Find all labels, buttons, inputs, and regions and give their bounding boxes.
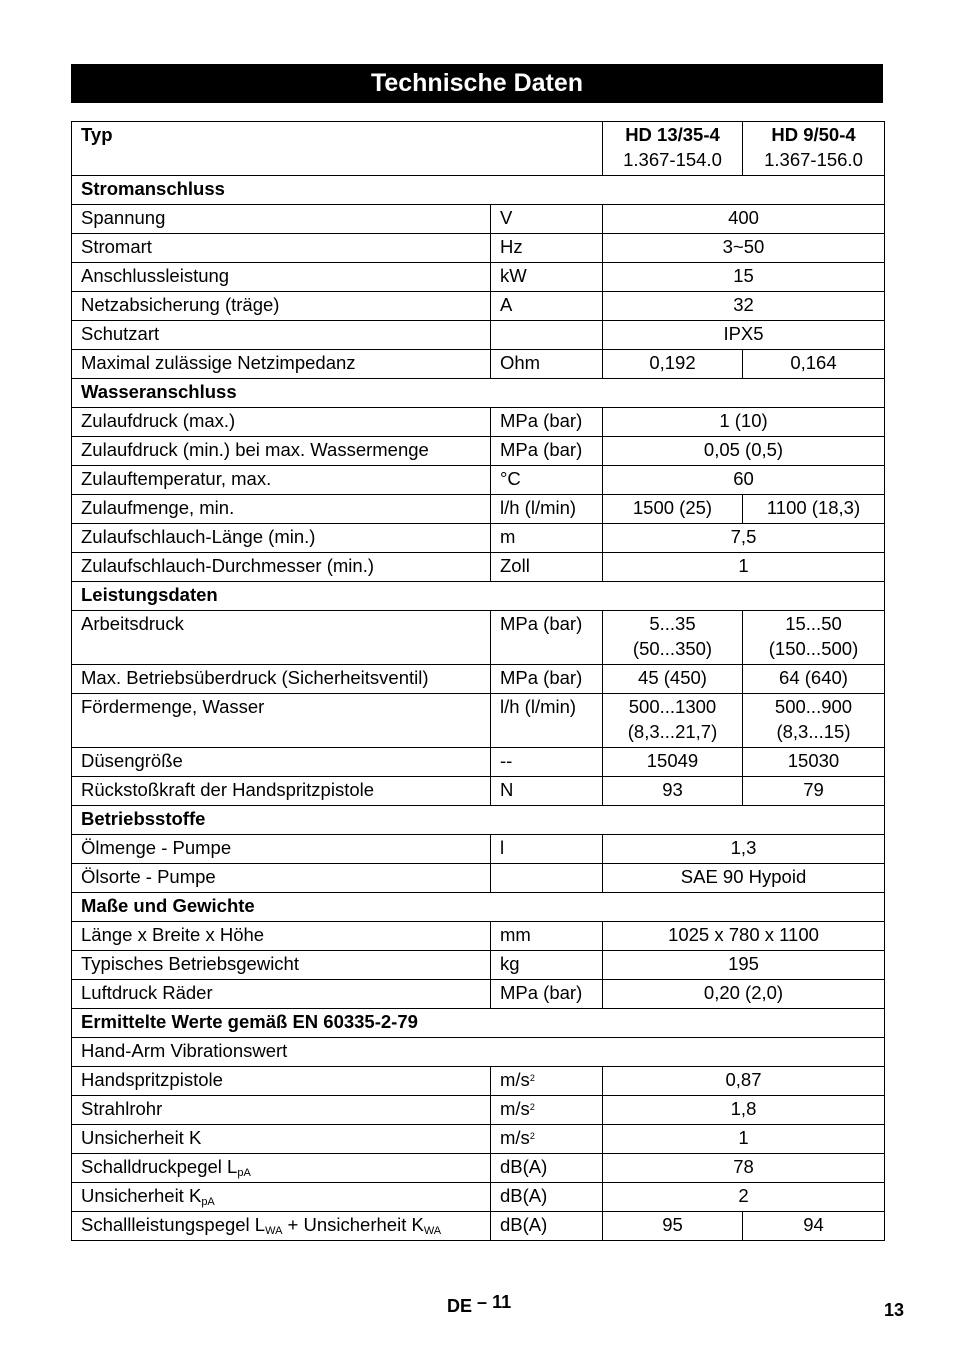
row-label [72, 611, 491, 665]
table-row [72, 466, 885, 495]
row-value-model-2: 64 (640) [743, 665, 885, 694]
row-unit-text: °C [500, 468, 521, 489]
row-value-line: (8,3...21,7) [627, 721, 718, 742]
row-label-text: Zulaufdruck (min.) bei max. Wassermenge [81, 439, 429, 460]
table-row [72, 665, 885, 694]
row-unit [491, 922, 603, 951]
row-unit-text: l/h (l/min) [500, 696, 577, 717]
typ-header: Typ [72, 122, 603, 176]
row-unit-text: l [500, 837, 505, 858]
row-value-model-2 [743, 694, 885, 748]
row-value-shared: 1 [603, 553, 885, 582]
section-row [72, 806, 885, 835]
row-label [72, 1038, 885, 1067]
row-label-text: Zulaufschlauch-Durchmesser (min.) [81, 555, 375, 576]
row-label [72, 408, 491, 437]
row-label [72, 694, 491, 748]
table-row [72, 748, 885, 777]
table-row [72, 1183, 885, 1212]
row-value-model-2: 0,164 [743, 350, 885, 379]
row-value-model-1: 95 [603, 1212, 743, 1241]
table-row [72, 437, 885, 466]
row-unit-text: kg [500, 953, 520, 974]
row-label [72, 835, 491, 864]
row-value-line: 500...1300 [628, 696, 717, 717]
row-label-tail-subscript: WA [423, 1225, 442, 1237]
row-value-line: 500...900 [774, 696, 853, 717]
row-label-text: Rückstoßkraft der Handspritzpistole [81, 779, 375, 800]
section-row [72, 176, 885, 205]
row-value-line: (50...350) [632, 638, 713, 659]
row-unit [491, 205, 603, 234]
row-unit-text: dB(A) [500, 1156, 548, 1177]
model-name-2: HD 9/50-4 [771, 124, 856, 145]
row-unit [491, 292, 603, 321]
row-value-shared: 400 [603, 205, 885, 234]
row-label-text: Hand-Arm Vibrationswert [81, 1040, 288, 1061]
row-unit [491, 665, 603, 694]
table-row [72, 408, 885, 437]
row-unit [491, 495, 603, 524]
row-value-model-2: 94 [743, 1212, 885, 1241]
row-value-model-1: 15049 [603, 748, 743, 777]
row-value-model-2: 1100 (18,3) [743, 495, 885, 524]
row-unit [491, 466, 603, 495]
row-label [72, 466, 491, 495]
table-row [72, 777, 885, 806]
row-label-tail: + Unsicherheit K [282, 1214, 424, 1235]
row-value-model-2: 79 [743, 777, 885, 806]
row-value-line: 5...35 [649, 613, 696, 634]
row-value-shared: IPX5 [603, 321, 885, 350]
row-value-shared: 15 [603, 263, 885, 292]
row-label-text: Fördermenge, Wasser [81, 696, 265, 717]
section-title: Stromanschluss [72, 176, 885, 205]
row-value-line: 15...50 [785, 613, 842, 634]
model-header-2 [743, 122, 885, 176]
row-unit-text: MPa (bar) [500, 613, 583, 634]
row-value-shared: 0,87 [603, 1067, 885, 1096]
table-row [72, 611, 885, 665]
table-row [72, 495, 885, 524]
table-row [72, 951, 885, 980]
table-row [72, 864, 885, 893]
row-unit-text: MPa (bar) [500, 982, 583, 1003]
table-row [72, 553, 885, 582]
section-title: Maße und Gewichte [72, 893, 885, 922]
row-unit-text: N [500, 779, 514, 800]
row-label [72, 553, 491, 582]
row-unit-text: m/s [500, 1127, 530, 1148]
row-label [72, 292, 491, 321]
row-unit [491, 980, 603, 1009]
section-row [72, 582, 885, 611]
footer-lang: DE [447, 1296, 473, 1316]
row-label-text: Länge x Breite x Höhe [81, 924, 265, 945]
row-unit-text: MPa (bar) [500, 410, 583, 431]
row-unit-text: MPa (bar) [500, 439, 583, 460]
row-label-subscript: pA [237, 1167, 251, 1179]
section-row [72, 379, 885, 408]
row-label-text: Schutzart [81, 323, 160, 344]
row-label-text: Ölsorte - Pumpe [81, 866, 216, 887]
row-value-shared: 32 [603, 292, 885, 321]
row-unit [491, 951, 603, 980]
row-label [72, 524, 491, 553]
row-label [72, 951, 491, 980]
row-label [72, 1154, 491, 1183]
footer-page-number: 13 [884, 1300, 905, 1320]
row-value-shared: 3~50 [603, 234, 885, 263]
row-label [72, 922, 491, 951]
row-unit [491, 864, 603, 893]
row-unit [491, 1125, 603, 1154]
row-label [72, 1212, 491, 1241]
row-value-model-1: 45 (450) [603, 665, 743, 694]
row-unit [491, 748, 603, 777]
row-unit [491, 553, 603, 582]
table-row [72, 524, 885, 553]
row-unit [491, 524, 603, 553]
row-label-text: Luftdruck Räder [81, 982, 213, 1003]
row-value-model-2: 15030 [743, 748, 885, 777]
table-row [72, 205, 885, 234]
row-unit-text: -- [500, 750, 513, 771]
row-unit-text: m/s [500, 1098, 530, 1119]
row-unit-text: dB(A) [500, 1185, 548, 1206]
table-row [72, 292, 885, 321]
row-label [72, 495, 491, 524]
table-row [72, 350, 885, 379]
row-value-shared: 1,8 [603, 1096, 885, 1125]
row-unit [491, 694, 603, 748]
row-label [72, 1183, 491, 1212]
table-row [72, 1038, 885, 1067]
section-title: Betriebsstoffe [72, 806, 885, 835]
row-label-text: Zulaufmenge, min. [81, 497, 235, 518]
table-row [72, 234, 885, 263]
row-value-model-2 [743, 611, 885, 665]
row-unit-text: dB(A) [500, 1214, 548, 1235]
row-unit [491, 234, 603, 263]
row-unit-text: l/h (l/min) [500, 497, 577, 518]
row-value-line: (150...500) [768, 638, 859, 659]
table-row [72, 922, 885, 951]
row-value-shared: SAE 90 Hypoid [603, 864, 885, 893]
row-value-model-1 [603, 694, 743, 748]
row-label [72, 437, 491, 466]
row-label [72, 234, 491, 263]
table-row [72, 321, 885, 350]
row-label-text: Spannung [81, 207, 166, 228]
section-row [72, 1009, 885, 1038]
row-unit-text: Ohm [500, 352, 541, 373]
row-label-subscript: pA [201, 1196, 215, 1208]
row-label [72, 263, 491, 292]
technical-data-table [71, 121, 885, 1241]
row-label-text: Maximal zulässige Netzimpedanz [81, 352, 356, 373]
row-value-model-1: 0,192 [603, 350, 743, 379]
row-label [72, 748, 491, 777]
row-unit-superscript: 2 [529, 1131, 535, 1141]
table-row [72, 1125, 885, 1154]
row-unit [491, 611, 603, 665]
row-value-shared: 1025 x 780 x 1100 [603, 922, 885, 951]
row-unit [491, 350, 603, 379]
row-value-shared: 78 [603, 1154, 885, 1183]
row-label-text: Typisches Betriebsgewicht [81, 953, 299, 974]
row-value-model-1 [603, 611, 743, 665]
row-value-model-1: 93 [603, 777, 743, 806]
row-value-model-1: 1500 (25) [603, 495, 743, 524]
model-name-1: HD 13/35-4 [625, 124, 720, 145]
row-label-text: Max. Betriebsüberdruck (Sicherheitsventil) [81, 667, 429, 688]
row-value-shared: 1 (10) [603, 408, 885, 437]
footer-sub-page: 11 [492, 1292, 512, 1312]
row-label-text: Strahlrohr [81, 1098, 163, 1119]
row-label-text: Schallleistungspegel L [81, 1214, 266, 1235]
table-row [72, 1154, 885, 1183]
row-label [72, 205, 491, 234]
row-label [72, 777, 491, 806]
row-label-text: Zulauftemperatur, max. [81, 468, 272, 489]
table-header-row [72, 122, 885, 176]
row-label-text: Düsengröße [81, 750, 183, 771]
row-unit [491, 321, 603, 350]
footer-section-page [447, 1292, 512, 1317]
row-value-shared: 1 [603, 1125, 885, 1154]
page-title: Technische Daten [71, 64, 883, 103]
table-row [72, 1212, 885, 1241]
row-unit-text: m [500, 526, 516, 547]
row-unit [491, 263, 603, 292]
section-title: Wasseranschluss [72, 379, 885, 408]
section-row [72, 893, 885, 922]
section-title: Leistungsdaten [72, 582, 885, 611]
row-unit-text: m/s [500, 1069, 530, 1090]
row-label-text: Stromart [81, 236, 152, 257]
row-label-text: Ölmenge - Pumpe [81, 837, 232, 858]
row-label-text: Zulaufschlauch-Länge (min.) [81, 526, 316, 547]
row-unit-superscript: 2 [529, 1102, 535, 1112]
row-label-text: Arbeitsdruck [81, 613, 184, 634]
row-unit [491, 777, 603, 806]
row-label-text: Schalldruckpegel L [81, 1156, 238, 1177]
row-label-text: Handspritzpistole [81, 1069, 223, 1090]
row-unit [491, 1183, 603, 1212]
row-label-subscript: WA [265, 1225, 283, 1237]
row-unit-text: kW [500, 265, 527, 286]
row-label-text: Unsicherheit K [81, 1185, 202, 1206]
row-label-text: Zulaufdruck (max.) [81, 410, 236, 431]
row-label [72, 1096, 491, 1125]
row-unit [491, 408, 603, 437]
row-label-text: Anschlussleistung [81, 265, 230, 286]
row-unit-text: MPa (bar) [500, 667, 583, 688]
row-label [72, 980, 491, 1009]
row-label [72, 350, 491, 379]
row-value-shared: 2 [603, 1183, 885, 1212]
row-unit [491, 1154, 603, 1183]
row-unit-text: V [500, 207, 513, 228]
row-unit [491, 1067, 603, 1096]
row-value-shared: 0,20 (2,0) [603, 980, 885, 1009]
row-label [72, 1125, 491, 1154]
row-unit-text: A [500, 294, 513, 315]
row-label [72, 864, 491, 893]
table-row [72, 694, 885, 748]
footer-dash: – [477, 1292, 488, 1312]
row-label-text: Unsicherheit K [81, 1127, 202, 1148]
row-unit [491, 1096, 603, 1125]
row-unit-text: mm [500, 924, 531, 945]
row-value-shared: 1,3 [603, 835, 885, 864]
row-unit-superscript: 2 [529, 1073, 535, 1083]
row-unit [491, 437, 603, 466]
table-row [72, 263, 885, 292]
model-header-1 [603, 122, 743, 176]
row-unit-text: Zoll [500, 555, 530, 576]
row-label-text: Netzabsicherung (träge) [81, 294, 280, 315]
row-value-shared: 7,5 [603, 524, 885, 553]
model-code-2: 1.367-156.0 [764, 149, 863, 170]
row-unit-text: Hz [500, 236, 523, 257]
table-row [72, 1067, 885, 1096]
row-value-shared: 195 [603, 951, 885, 980]
row-unit [491, 1212, 603, 1241]
table-row [72, 1096, 885, 1125]
row-value-line: (8,3...15) [776, 721, 851, 742]
row-label [72, 321, 491, 350]
row-value-shared: 60 [603, 466, 885, 495]
row-unit [491, 835, 603, 864]
row-label [72, 1067, 491, 1096]
row-label [72, 665, 491, 694]
row-value-shared: 0,05 (0,5) [603, 437, 885, 466]
table-row [72, 835, 885, 864]
table-row [72, 980, 885, 1009]
section-title: Ermittelte Werte gemäß EN 60335-2-79 [72, 1009, 885, 1038]
model-code-1: 1.367-154.0 [623, 149, 722, 170]
technical-data-body [72, 122, 885, 1241]
